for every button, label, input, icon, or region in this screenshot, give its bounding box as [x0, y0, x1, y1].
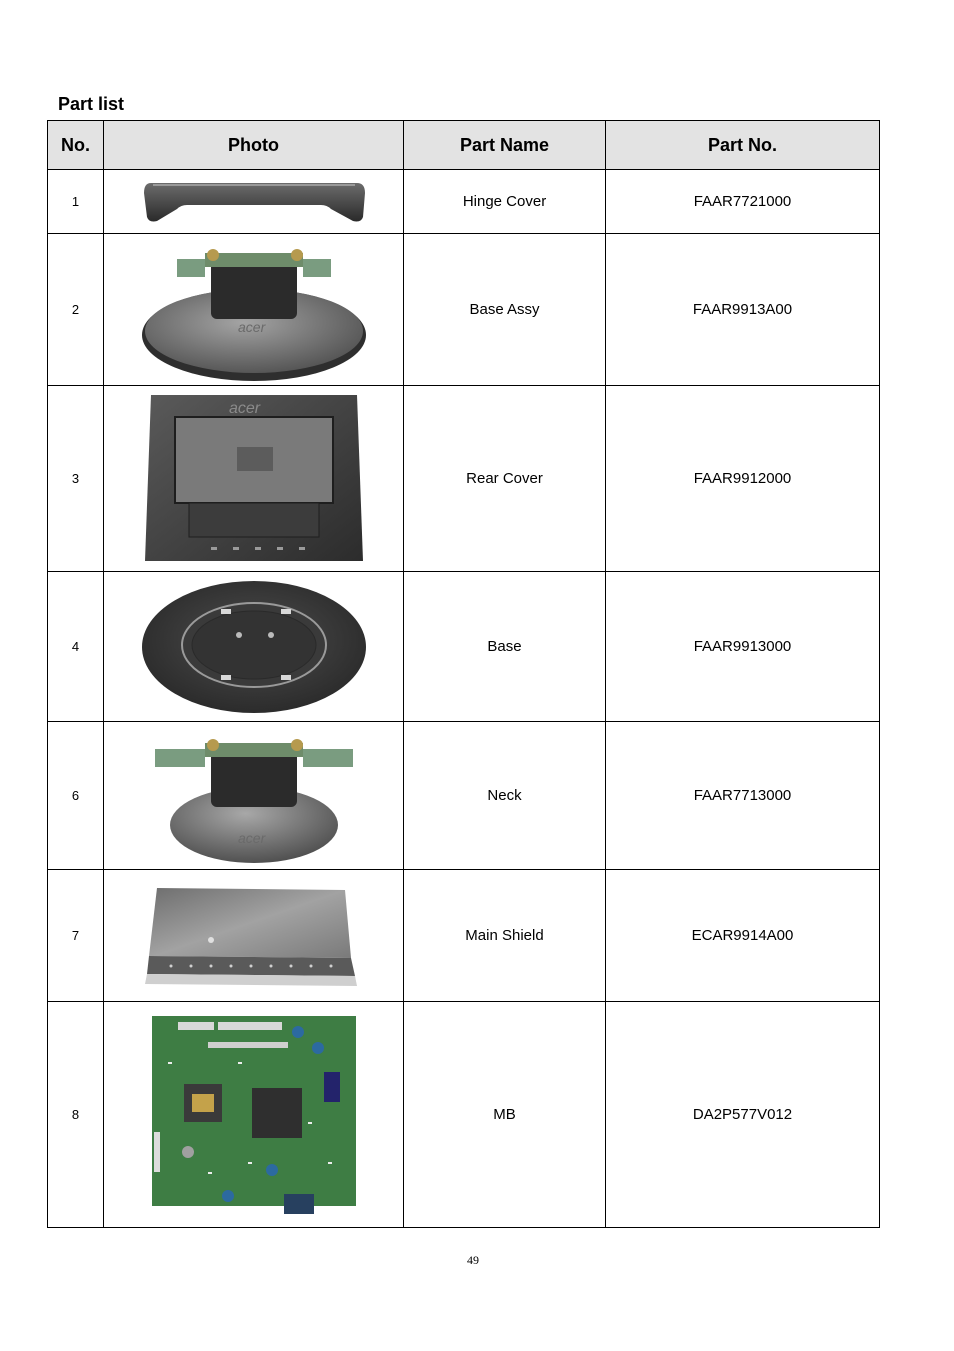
base-assy-photo	[141, 239, 367, 381]
main-shield-photo	[141, 882, 367, 990]
table-header-row	[48, 121, 880, 170]
row-number: 1	[48, 170, 104, 234]
part-number: FAAR9912000	[606, 386, 880, 572]
base-photo	[141, 577, 367, 717]
part-name: Neck	[404, 722, 606, 870]
row-number: 7	[48, 870, 104, 1002]
table-row	[48, 572, 880, 722]
svg-text:acer: acer	[237, 829, 265, 846]
svg-text:acer: acer	[237, 318, 265, 335]
page-number: 49	[467, 1253, 479, 1267]
part-number: FAAR9913A00	[606, 234, 880, 386]
part-name: Rear Cover	[404, 386, 606, 572]
part-name: Base	[404, 572, 606, 722]
table-row	[48, 234, 880, 386]
part-number: FAAR7713000	[606, 722, 880, 870]
part-name: Base Assy	[404, 234, 606, 386]
row-number: 6	[48, 722, 104, 870]
table-row	[48, 722, 880, 870]
table-row	[48, 870, 880, 1002]
part-number: DA2P577V012	[606, 1002, 880, 1228]
svg-text:acer: acer	[228, 399, 260, 417]
header-photo: Photo	[104, 121, 404, 170]
header-part-no: Part No.	[606, 121, 880, 170]
part-number: FAAR7721000	[606, 170, 880, 234]
parts-table	[47, 120, 880, 1228]
row-number: 3	[48, 386, 104, 572]
row-number: 8	[48, 1002, 104, 1228]
part-name: Main Shield	[404, 870, 606, 1002]
part-number: FAAR9913000	[606, 572, 880, 722]
table-row	[48, 1002, 880, 1228]
page-title: Part list	[58, 94, 125, 114]
neck-photo	[141, 727, 367, 865]
row-number: 4	[48, 572, 104, 722]
hinge-cover-photo	[141, 179, 367, 225]
rear-cover-photo	[141, 391, 367, 567]
part-name: MB	[404, 1002, 606, 1228]
table-row	[48, 386, 880, 572]
header-no: No.	[48, 121, 104, 170]
table-row	[48, 170, 880, 234]
header-part-name: Part Name	[404, 121, 606, 170]
part-number: ECAR9914A00	[606, 870, 880, 1002]
part-name: Hinge Cover	[404, 170, 606, 234]
mainboard-photo	[148, 1012, 360, 1218]
row-number: 2	[48, 234, 104, 386]
